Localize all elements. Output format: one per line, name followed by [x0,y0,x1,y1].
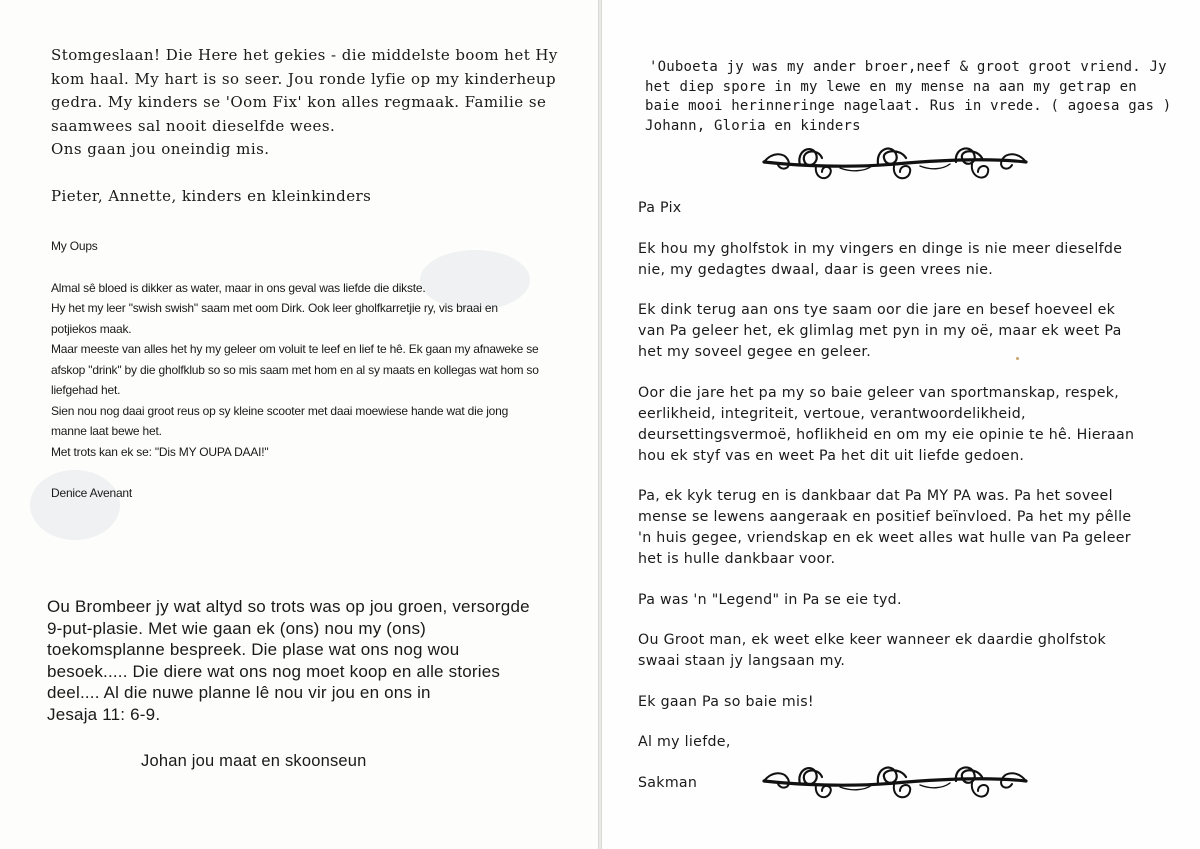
tribute-signature: Pieter, Annette, kinders en kleinkinders [51,186,372,205]
paragraph [638,486,1178,570]
tribute-johann [645,58,1175,136]
text-line: eerlikheid, integriteit, vertoue, verantwoordelikheid, [638,405,1026,422]
text-line: Pa, ek kyk terug en is dankbaar dat Pa MY PA was. Pa het soveel [638,488,1113,504]
text-line: deursettingsvermoë, hoflikheid en om my eie opinie te hê. Hieraan [638,426,1135,443]
tribute-pieter [51,44,561,208]
tribute-body [51,44,561,162]
text-line: Sien nou nog daai groot reus op sy kleine scooter met daai moewiese hande wat die jong [51,403,509,418]
text-line: Ek dink terug aan ons tye saam oor die jare en besef hoeveel ek [638,302,1116,318]
text-line: mense se lewens aangeraak en positief beïnvloed. Pa het my pêlle [638,509,1132,525]
text-line: Ek gaan Pa so baie mis! [638,693,814,710]
text-line: Sakman [638,774,698,791]
text-line: Oor die jare het pa my so baie geleer van sportmanskap, respek, [638,384,1120,401]
paragraph [638,198,1178,219]
text-line: het my soveel gegee en geleer. [638,344,872,360]
tribute-signature: Denice Avenant [51,486,133,500]
text-line: Ou Groot man, ek weet elke keer wanneer ek daardie gholfstok [638,632,1107,648]
tribute-body [47,596,577,725]
text-line: Maar meeste van alles het hy my geleer om voluit te leef en lief te hê. Ek gaan my afnaweke se [51,342,539,356]
text-line: potjiekos maak. [51,321,132,336]
text-line: kom haal. My hart is so seer. Jou ronde lyfie op my kinderheup [51,69,557,88]
text-line: saamwees sal nooit dieselfde wees. [51,116,336,135]
tribute-body [645,58,1175,136]
text-line: 'n huis gegee, vriendskap en ek weet alles wat hulle van Pa geleer [638,530,1131,546]
tribute-signature: Johan jou maat en skoonseun [141,752,367,770]
text-line: hou ek styf vas en weet Pa het dit uit liefde gedoen. [638,447,1025,464]
tribute-denice [51,236,551,504]
text-line: 'Ouboeta jy was my ander broer,neef & groot groot vriend. Jy [649,59,1167,75]
text-line: Met trots kan ek se: "Dis MY OUPA DAAI!" [51,444,269,459]
paragraph [638,630,1178,672]
text-line: Al my liefde, [638,734,731,750]
text-line: toekomsplanne bespreek. Die plase wat ons nog wou [47,640,460,659]
text-line: Pa Pix [638,200,682,216]
text-line: Ons gaan jou oneindig mis. [51,140,270,158]
text-line: Ek hou my gholfstok in my vingers en dinge is nie meer dieselfde [638,240,1123,257]
text-line: Hy het my leer "swish swish" saam met oom Dirk. Ook leer gholfkarretjie ry, vis braai en [51,301,498,315]
text-line: 9-put-plasie. Met wie gaan ek (ons) nou my (ons) [47,618,427,638]
text-line: swaai staan jy langsaan my. [638,653,846,669]
text-line: afskop "drink" by die gholfklub so so mis saam met hom en al sy maats en kollegas wat hom so [51,362,539,377]
text-line: manne laat bewe het. [51,424,162,438]
tribute-sakman [638,198,1178,794]
tribute-johan [47,596,577,770]
text-line: Jesaja 11: 6-9. [47,704,161,724]
text-line: nie, my gedagtes dwaal, daar is geen vrees nie. [638,261,994,278]
tribute-title: My Oups [51,239,98,253]
scroll-ornament-icon [760,757,1030,807]
text-line: het is hulle dankbaar voor. [638,551,836,567]
paper-speck [1016,357,1019,360]
text-line: baie mooi herinneringe nagelaat. Rus in vrede. ( agoesa gas ) [645,98,1172,114]
tribute-body [51,278,551,463]
text-line: besoek..... Die diere wat ons nog moet koop en alle stories [47,661,501,681]
scroll-ornament-icon [760,138,1030,188]
scroll-ornament-svg [760,138,1030,188]
text-line: liefgehad het. [51,383,121,397]
text-line: Johann, Gloria en kinders [645,117,861,134]
text-line: Almal sê bloed is dikker as water, maar in ons geval was liefde die dikste. [51,280,426,295]
text-line: Pa was 'n "Legend" in Pa se eie tyd. [638,591,902,608]
paragraph [638,383,1178,467]
paragraph [638,239,1178,281]
paragraph [638,590,1178,611]
text-line: het diep spore in my lewe en my mense na aan my getrap en [645,78,1137,95]
paragraph [638,692,1178,713]
paragraph [638,300,1178,363]
text-line: Stomgeslaan! Die Here het gekies - die middelste boom het Hy [51,46,558,64]
text-line: Ou Brombeer jy wat altyd so trots was op jou groen, versorgde [47,597,530,616]
paragraph [638,732,1178,753]
text-line: gedra. My kinders se 'Oom Fix' kon alles regmaak. Familie se [51,93,547,111]
scroll-ornament-svg [760,757,1030,807]
left-page [0,0,598,849]
right-page [602,0,1200,849]
text-line: deel.... Al die nuwe planne lê nou vir jou en ons in [47,683,431,702]
text-line: van Pa geleer het, ek glimlag met pyn in my oë, maar ek weet Pa [638,323,1122,339]
